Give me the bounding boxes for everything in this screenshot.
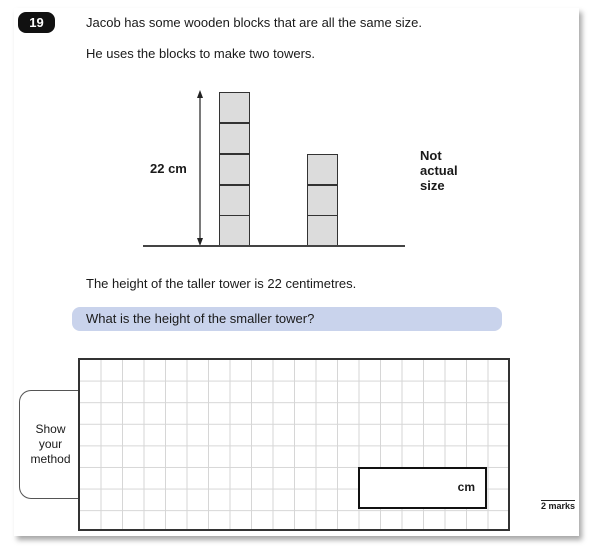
marks-label: 2 marks: [541, 501, 576, 511]
block: [307, 154, 338, 185]
answer-box[interactable]: [358, 467, 487, 509]
tab-line: Show: [35, 422, 66, 436]
tab-line: your: [38, 437, 63, 451]
question-number-badge: 19: [18, 12, 55, 33]
note-line: actual: [420, 163, 458, 178]
block: [219, 185, 250, 216]
block: [219, 92, 250, 123]
block: [307, 215, 338, 246]
note-line: size: [420, 178, 445, 193]
height-arrow-icon: [193, 90, 207, 248]
tall-tower-height-label: 22 cm: [150, 161, 187, 176]
block: [219, 154, 250, 185]
answer-unit: cm: [457, 480, 475, 494]
question-prompt: What is the height of the smaller tower?: [72, 307, 502, 331]
block: [219, 123, 250, 154]
question-line-2: He uses the blocks to make two towers.: [86, 46, 316, 61]
note-line: Not: [420, 148, 442, 163]
show-your-method-tab: [19, 390, 81, 499]
question-line-1: Jacob has some wooden blocks that are all the same size.: [86, 15, 423, 30]
block: [307, 185, 338, 216]
not-actual-size-note: [420, 148, 458, 193]
block: [219, 215, 250, 246]
tab-line: method: [30, 452, 71, 466]
statement-text: The height of the taller tower is 22 centimetres.: [86, 276, 357, 291]
ground-line: [143, 245, 405, 247]
